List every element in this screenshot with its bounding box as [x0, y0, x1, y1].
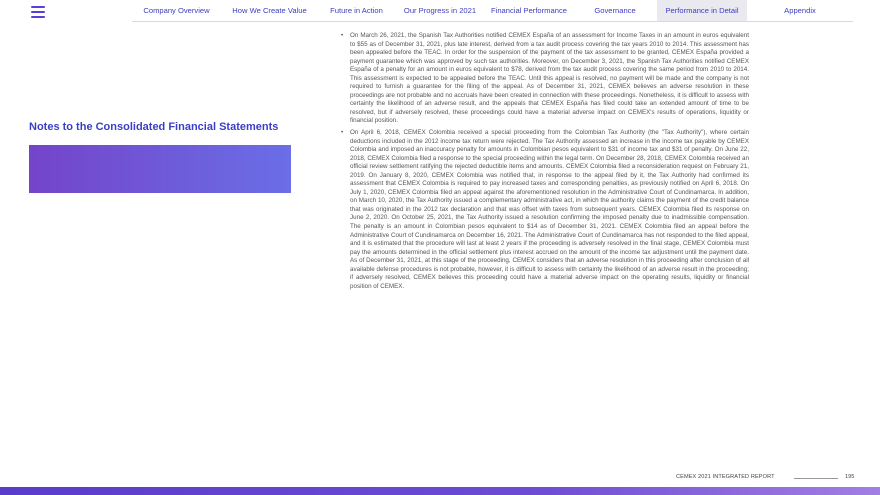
tab-future-in-action[interactable]: Future in Action	[330, 6, 383, 15]
paragraph-colombia-tax	[341, 129, 749, 291]
menu-line	[31, 16, 45, 18]
tab-company-overview[interactable]: Company Overview	[143, 6, 210, 15]
tab-financial-performance[interactable]: Financial Performance	[491, 6, 567, 15]
bullet-icon: •	[341, 129, 344, 137]
menu-line	[31, 11, 45, 13]
tab-appendix[interactable]: Appendix	[784, 6, 816, 15]
notes-text	[341, 32, 749, 294]
page-number: 195	[845, 474, 855, 480]
footer-report-name: CEMEX 2021 INTEGRATED REPORT	[676, 474, 775, 480]
top-navigation	[132, 0, 853, 22]
tab-governance[interactable]: Governance	[594, 6, 636, 15]
paragraph-text: On April 6, 2018, CEMEX Colombia received a special proceeding from the Colombian Tax Authority (the "Tax Authority"), where certain deductions included in the 2012 income tax return were rejected. The Tax Authority assessed an increase in the income tax payable by CEMEX Colombia and imposed an inaccuracy penalty for amounts in Colombian pesos equivalent to $31 of income tax and $31 of penalty. On June 22, 2018, CEMEX Colombia filed a response to the special proceeding within the legal term. On December 28, 2018, CEMEX Colombia received an official review settlement ratifying the rejected deductible items and amounts. CEMEX Colombia filed a reconsideration request on February 21, 2019. On January 8, 2020, CEMEX Colombia was notified that, in response to the appeal filed by it, the Tax Authority had confirmed its assessment that CEMEX Colombia is required to pay increased taxes and corresponding penalties, as previously notified on April 6, 2018. On July 1, 2020, CEMEX Colombia filed an appeal against the aforementioned resolution in the Administrative Court of Cundinamarca. In addition, on March 10, 2020, the Tax Authority issued a complementary administrative act, in which the authority claims the payment of the credit balance that was originated in the 2012 tax declaration and that was offset with taxes from subsequent years. CEMEX Colombia filed its response on June 2, 2020. On October 25, 2021, the Tax Authority issued a resolution confirming the imposed penalty due to inadmissible compensation. The penalty is an amount in Colombian pesos equivalent to $14 as of December 31, 2021. CEMEX Colombia filed an appeal before the Administrative Court of Cundinamarca on December 16, 2021. The Administrative Court of Cundinamarca has not responded to the filed appeal, and it is estimated that the procedure will last at least 2 years if the proceeding is adversely resolved in the final stage, CEMEX Colombia must pay the amounts determined in the official settlement plus interest accrued on the amount of the income tax adjustment until the payment date. As of December 31, 2021, at this stage of the proceeding, CEMEX considers that an adverse resolution in this proceeding after conclusion of all available defense procedures is not probable, however, it is difficult to assess with certainty the likelihood of an adverse result in the proceeding; if adversely resolved, CEMEX believes this proceeding could have a material adverse impact on the operating results, liquidity or financial position of CEMEX.	[350, 129, 749, 290]
section-banner	[29, 145, 291, 193]
tab-performance-in-detail[interactable]: Performance in Detail	[657, 0, 747, 21]
menu-line	[31, 6, 45, 8]
tab-our-progress-in-2021[interactable]: Our Progress in 2021	[403, 6, 477, 15]
tab-how-we-create-value[interactable]: How We Create Value	[232, 6, 307, 15]
paragraph-spain-tax	[341, 32, 749, 126]
bottom-gradient-bar	[0, 487, 880, 495]
hamburger-menu-icon[interactable]	[31, 6, 45, 18]
paragraph-text: On March 26, 2021, the Spanish Tax Authorities notified CEMEX España of an assessment for Income Taxes in an amount in euros equivalent to $55 as of December 31, 2021, plus late interest, derived from a tax audit process covering the tax years 2010 to 2014. This assessment has been appealed before the TEAC. In order for the suspension of the payment of the tax assessment to be granted, CEMEX España provided a payment guarantee which was approved by such tax authorities. Moreover, on December 3, 2021, the Spanish Tax Authorities notified CEMEX España of a penalty for an amount in euros equivalent to $78, derived from the tax audit process covering the same period from 2010 to 2014. This assessment is expected to be appealed before the TEAC. Until this appeal is resolved, no payment will be made and the company is not required to furnish a guarantee for the filing of the appeal. As of December 31, 2021, CEMEX believes an adverse resolution in these proceedings are not probable and no accruals have been created in connection with these proceedings. Nonetheless, it is difficult to assess with certainty the likelihood of an adverse result, and the appeals that CEMEX España has filed could take an extended amount of time to be resolved, but if adversely resolved, these proceedings could have a material adverse impact on CEMEX's results of operations, liquidity or financial position.	[350, 32, 749, 125]
bullet-icon: •	[341, 32, 344, 39]
footer-divider	[794, 478, 838, 479]
section-title: Notes to the Consolidated Financial Statements	[29, 121, 279, 133]
